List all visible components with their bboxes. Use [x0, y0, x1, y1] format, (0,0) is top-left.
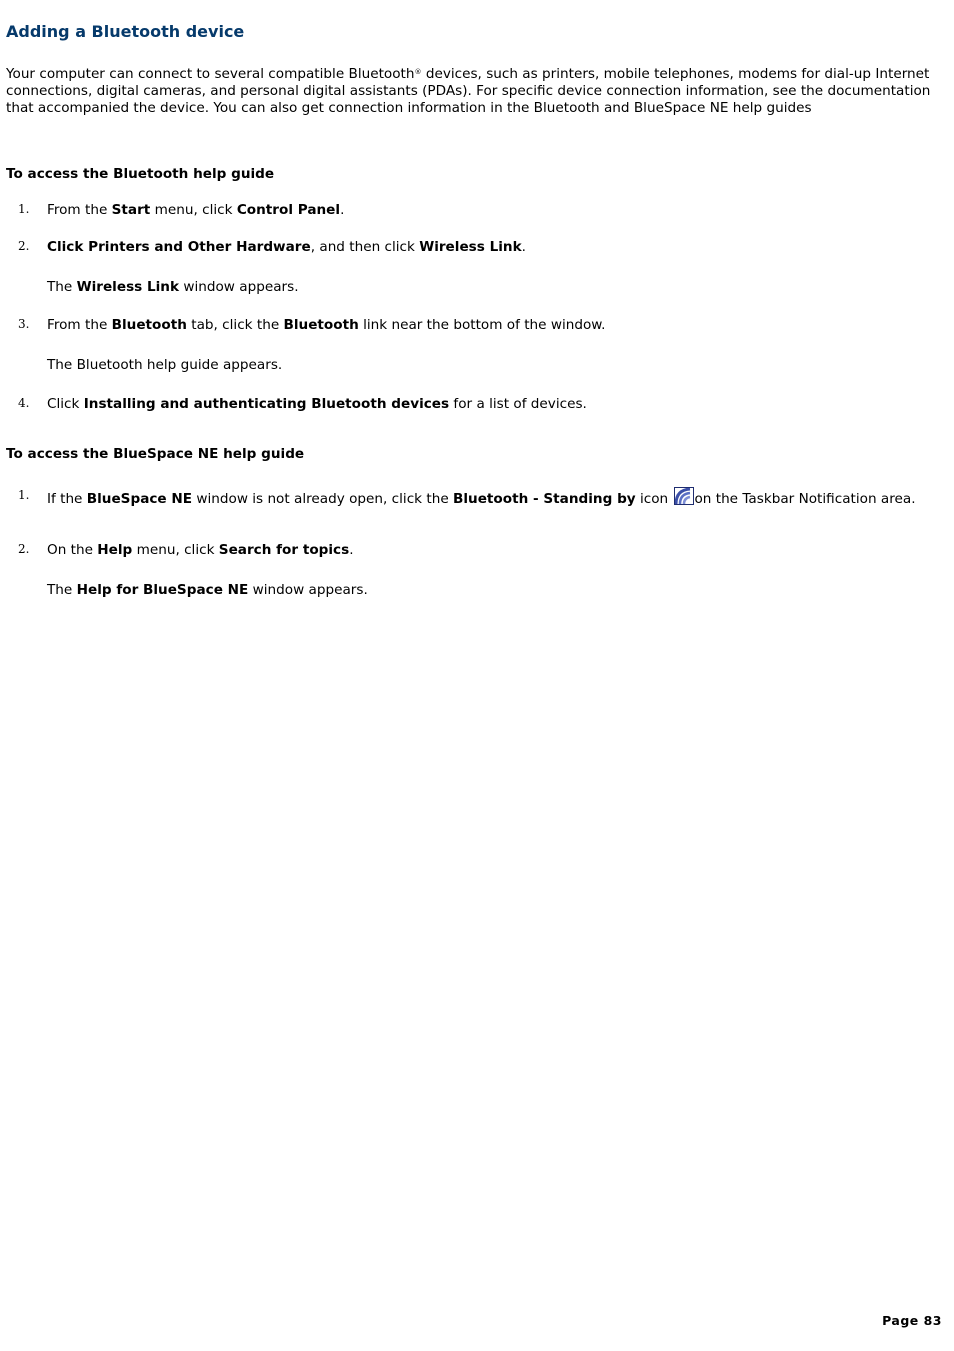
step-bold: Search for topics [218, 542, 350, 558]
step-item [47, 316, 927, 334]
step-text: window is not already open, click the [192, 491, 454, 507]
step-number: 2. [18, 542, 30, 556]
step-text: , and then click [310, 239, 420, 255]
note-text: window appears. [248, 582, 368, 598]
step-bold: Control Panel [236, 202, 341, 218]
step-text: icon [635, 491, 673, 507]
step-text: menu, click [132, 542, 219, 558]
step-bold: Click Printers and Other Hardware [47, 239, 311, 255]
intro-paragraph [6, 64, 941, 116]
step-bold: BlueSpace NE [86, 491, 193, 507]
step-item [47, 238, 927, 256]
section-heading-bluetooth: To access the Bluetooth help guide [6, 166, 275, 182]
note-text: The [47, 582, 77, 598]
page-title: Adding a Bluetooth device [6, 22, 245, 41]
step-text: . [521, 239, 526, 255]
step-bold: Installing and authenticating Bluetooth devices [83, 396, 450, 412]
step-result-note: The Bluetooth help guide appears. [47, 357, 283, 373]
step-bold: Help [97, 542, 133, 558]
step-number: 2. [18, 239, 30, 253]
step-text: From the [47, 202, 112, 218]
bluetooth-standing-by-icon [674, 487, 694, 505]
step-text: . [340, 202, 345, 218]
step-text: If the [47, 491, 87, 507]
step-number: 3. [18, 317, 30, 331]
step-item [47, 541, 927, 559]
step-bold: Bluetooth [283, 317, 359, 333]
step-text: . [349, 542, 354, 558]
step-bold: Start [111, 202, 151, 218]
step-item [47, 201, 927, 219]
step-text: Click [47, 396, 84, 412]
step-number: 1. [18, 202, 30, 216]
note-bold: Help for BlueSpace NE [76, 582, 249, 598]
step-text: On the [47, 542, 98, 558]
step-text: tab, click the [186, 317, 284, 333]
step-bold: Bluetooth - Standing by [453, 491, 636, 507]
step-text: From the [47, 317, 112, 333]
section-heading-bluespace: To access the BlueSpace NE help guide [6, 446, 305, 462]
intro-text-before: Your computer can connect to several compatible Bluetooth [6, 66, 415, 82]
intro-text-after: devices, such as printers, mobile telephones, modems for dial-up Internet connections, digital cameras, and personal digital assistants (PDAs). For specific device connection information, see the documentation that accompanied the device. You can also get connection information in the Bluetooth and BlueSpace NE help guides [6, 66, 931, 116]
step-number: 4. [18, 396, 30, 410]
step-result-note [47, 581, 368, 599]
step-number: 1. [18, 488, 30, 502]
step-bold: Wireless Link [419, 239, 522, 255]
step-item [47, 487, 927, 508]
step-result-note [47, 278, 299, 296]
note-text: The [47, 279, 77, 295]
step-text: link near the bottom of the window. [358, 317, 606, 333]
step-text: on the Taskbar Notification area. [694, 491, 916, 507]
note-text: window appears. [179, 279, 299, 295]
step-bold: Bluetooth [111, 317, 187, 333]
step-item [47, 395, 927, 413]
step-text: menu, click [150, 202, 237, 218]
note-bold: Wireless Link [76, 279, 180, 295]
registered-mark: ® [414, 68, 422, 76]
page-number: Page 83 [882, 1313, 942, 1328]
step-text: for a list of devices. [449, 396, 587, 412]
